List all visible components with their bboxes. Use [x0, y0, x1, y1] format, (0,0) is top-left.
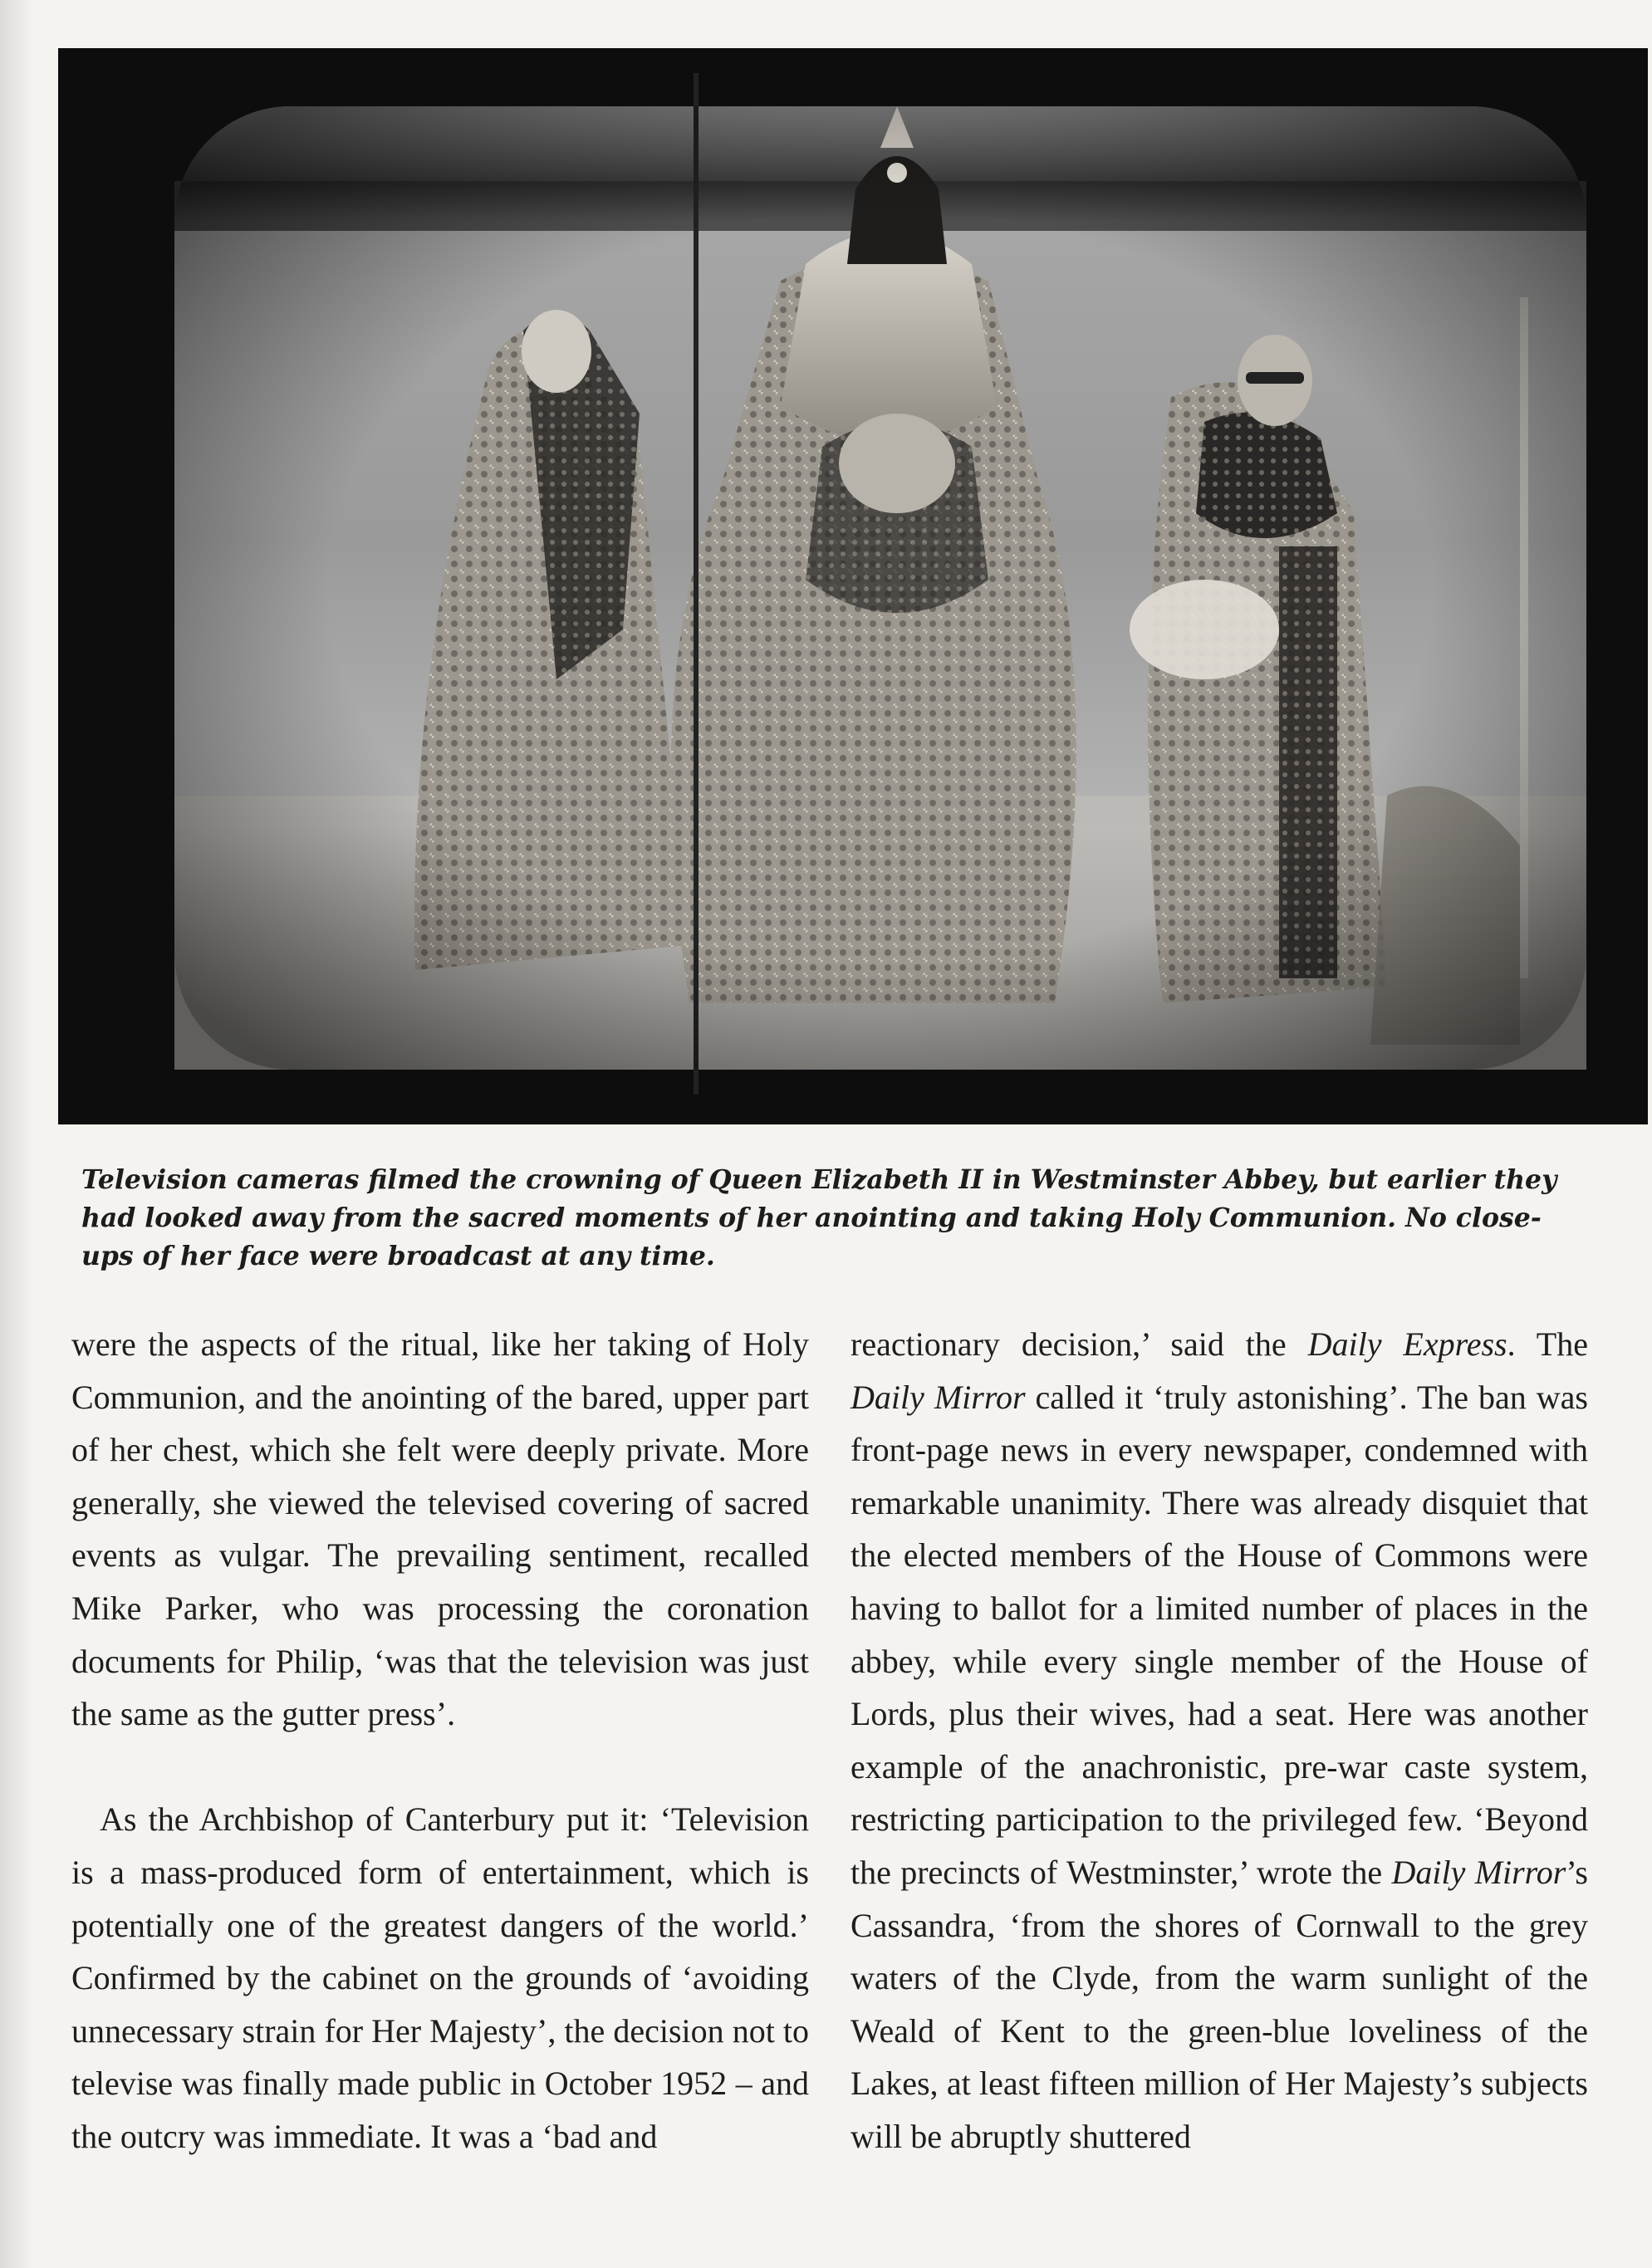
right-text-column: [851, 1318, 1588, 2163]
publication-title: Daily Mirror: [851, 1378, 1026, 1416]
text-run: . The: [1507, 1325, 1588, 1363]
figure-caption: Television cameras filmed the crowning of Queen Elizabeth II in Westminster Abbey, but earlier they had looked away from the sacred moments of her anointing and taking Holy Communion. No close-ups of her face were broadcast at any time.: [81, 1164, 1557, 1271]
text-run: reactionary decision,’ said the: [851, 1325, 1308, 1363]
text-run: called it ‘truly astonishing’. The ban was front-page news in every newspaper, condemned with remarkable unanimity. There was already disquiet that the elected members of the House of Commons were having to ballot for a limited number of places in the abbey, while every single member of the House of Lords, plus their wives, had a seat. Here was another example of the anachronistic, pre-war caste system, restricting participation to the privileged few. ‘Beyond the precincts of Westminster,’ wrote the: [851, 1378, 1589, 1891]
text-run: ’s Cassandra, ‘from the shores of Cornwall to the grey waters of the Clyde, from the warm sunlight of the Weald of Kent to the green-blue loveliness of the Lakes, at least fifteen million of Her Majesty’s subjects will be abruptly shuttered: [851, 1853, 1588, 2155]
paragraph: As the Archbishop of Canterbury put it: ‘Television is a mass-produced form of entertainment, which is potentially one of the greatest dangers of the world.’ Confirmed by the cabinet on the grounds of ‘avoiding unnecessary strain for Her Majesty’, the decision not to televise was finally made public in October 1952 – and the outcry was immediate. It was a ‘bad and: [71, 1800, 809, 2155]
paragraph: [851, 1318, 1588, 2163]
page-spine-shadow: [0, 0, 33, 2268]
publication-title: Daily Express: [1307, 1325, 1507, 1363]
publication-title: Daily Mirror: [1391, 1853, 1566, 1891]
paragraph: were the aspects of the ritual, like her taking of Holy Communion, and the anointing of the bared, upper part of her chest, which she felt were deeply private. More generally, she viewed the televised covering of sacred events as vulgar. The prevailing sentiment, recalled Mike Parker, who was processing the coronation documents for Philip, ‘was that the television was just the same as the gutter press’.: [71, 1325, 809, 1733]
left-text-column: [71, 1318, 809, 2163]
tv-screen-illustration: [58, 48, 1648, 1124]
coronation-tv-photo: [58, 48, 1648, 1124]
